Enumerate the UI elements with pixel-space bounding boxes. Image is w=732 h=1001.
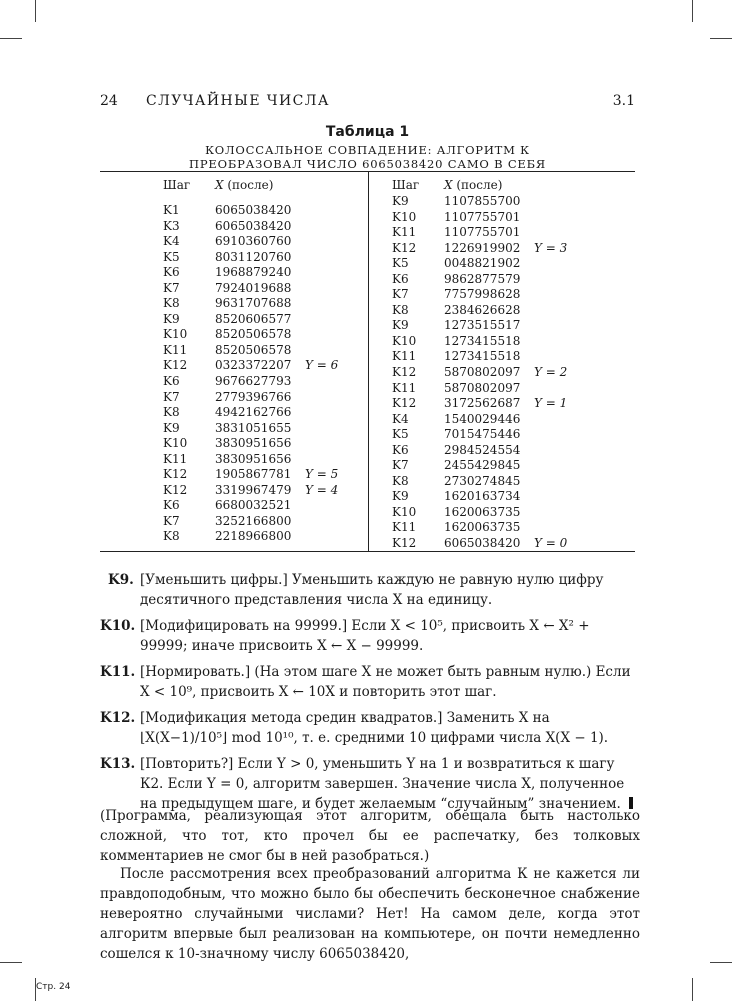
x-value-cell: 2984524554: [444, 442, 521, 457]
x-value-cell: 1968879240: [215, 265, 292, 280]
step-cell: K11: [163, 342, 188, 357]
step-text: [Уменьшить цифры.] Уменьшить каждую не равную нулю цифру десятичного представления числа X на единицу.: [140, 572, 604, 608]
x-value-cell: 2730274845: [444, 473, 521, 488]
x-value-cell: 3830951656: [215, 451, 292, 466]
step-k12: [100, 708, 640, 748]
x-value-cell: 6065038420: [444, 536, 521, 551]
x-value-cell: 1107855700: [444, 194, 521, 208]
y-value-cell: Y = 3: [534, 240, 568, 255]
step-cell: K7: [392, 458, 409, 473]
step-label: K9.: [108, 572, 134, 588]
x-value-cell: 8031120760: [215, 249, 292, 264]
x-value-cell: 8520606577: [215, 311, 292, 326]
step-text: [Модификация метода средин квадратов.] Заменить X на ⌊X(X−1)/10⁵⌋ mod 10¹⁰, т. е. средними 10 цифрами числа X(X − 1).: [140, 710, 609, 746]
step-text: [Нормировать.] (На этом шаге X не может быть равным нулю.) Если X < 10⁹, присвоить X ← 10X и повторить этот шаг.: [140, 664, 631, 700]
x-value-cell: 7015475446: [444, 427, 521, 442]
x-value-cell: 3831051655: [215, 420, 292, 435]
step-cell: K8: [163, 296, 180, 311]
y-value-cell: Y = 1: [534, 396, 568, 411]
x-value-cell: 6065038420: [215, 218, 292, 233]
step-label: K13.: [100, 756, 136, 772]
x-value-cell: 2218966800: [215, 529, 292, 544]
step-cell: K8: [163, 529, 180, 544]
step-cell: K12: [163, 482, 188, 497]
step-cell: K7: [163, 513, 180, 528]
x-value-cell: 0048821902: [444, 256, 521, 271]
step-cell: K11: [163, 451, 188, 466]
step-k10: [100, 616, 640, 656]
crop-mark: [710, 38, 732, 39]
table-caption-line-2: ПРЕОБРАЗОВАЛ ЧИСЛО 6065038420 САМО В СЕБЯ: [189, 157, 546, 171]
x-value-cell: 3172562687: [444, 396, 521, 411]
step-cell: K12: [163, 358, 188, 373]
crop-mark: [692, 0, 693, 22]
x-value-cell: 1226919902: [444, 240, 521, 255]
x-value-cell: 1620063735: [444, 504, 521, 519]
crop-mark: [0, 38, 22, 39]
x-value-cell: 9631707688: [215, 296, 292, 311]
chapter-title: СЛУЧАЙНЫЕ ЧИСЛА: [146, 93, 330, 109]
step-cell: K6: [163, 265, 180, 280]
x-value-cell: 9862877579: [444, 271, 521, 286]
x-value-cell: 5870802097: [444, 365, 521, 380]
step-column-label: Шаг: [163, 178, 191, 192]
table-title: Таблица 1: [325, 124, 410, 140]
step-cell: K3: [163, 218, 180, 233]
crop-mark: [692, 978, 693, 1001]
paragraph-1: (Программа, реализующая этот алгоритм, обещала быть настолько сложной, что тот, кто прочел бы ее распечатку, без толковых комментариев не смог бы в ней разобраться.): [100, 808, 640, 864]
step-cell: K12: [392, 240, 417, 255]
x-value-cell: 8520506578: [215, 342, 292, 357]
step-cell: K8: [163, 405, 180, 420]
step-cell: K9: [392, 318, 409, 333]
step-cell: K10: [163, 436, 188, 451]
step-cell: K7: [392, 287, 409, 302]
x-value-cell: 1620063735: [444, 520, 521, 535]
crop-mark: [35, 0, 36, 22]
x-value-cell: 1273415518: [444, 333, 521, 348]
step-cell: K4: [392, 411, 409, 426]
step-cell: K1: [163, 203, 180, 217]
x-column-label: X (после): [215, 178, 274, 192]
x-value-cell: 1107755701: [444, 209, 521, 224]
right-column-header: [392, 178, 503, 192]
y-value-cell: Y = 6: [305, 358, 339, 373]
x-value-cell: 1273515517: [444, 318, 521, 333]
x-value-cell: 7924019688: [215, 280, 292, 295]
crop-mark: [0, 962, 22, 963]
step-cell: K12: [392, 365, 417, 380]
x-value-cell: 3252166800: [215, 513, 292, 528]
y-value-cell: Y = 5: [305, 467, 339, 482]
crop-mark: [710, 962, 732, 963]
step-cell: K12: [163, 467, 188, 482]
x-value-cell: 2779396766: [215, 389, 292, 404]
step-cell: K6: [392, 271, 409, 286]
x-value-cell: 5870802097: [444, 380, 521, 395]
x-column-label: X (после): [444, 178, 503, 192]
algorithm-steps: [100, 570, 640, 820]
x-value-cell: 2384626628: [444, 302, 521, 317]
step-cell: K10: [163, 327, 188, 342]
step-cell: K11: [392, 520, 417, 535]
step-cell: K11: [392, 349, 417, 364]
step-cell: K11: [392, 225, 417, 240]
paragraph-2: После рассмотрения всех преобразований алгоритма К не кажется ли правдоподобным, что можно было бы обеспечить бесконечное снабжение невероятно случайными числами? Нет! На самом деле, когда этот алгоритм впервые был реализован на компьютере, он почти немедленно сошелся к 10-значному числу 6065038420,: [100, 866, 640, 962]
x-value-cell: 6065038420: [215, 203, 292, 217]
x-value-cell: 4942162766: [215, 405, 292, 420]
step-cell: K12: [392, 396, 417, 411]
step-cell: K10: [392, 504, 417, 519]
table-caption-line-1: КОЛОССАЛЬНОЕ СОВПАДЕНИЕ: АЛГОРИТМ К: [205, 143, 530, 157]
x-value-cell: 3830951656: [215, 436, 292, 451]
step-cell: K8: [392, 302, 409, 317]
step-cell: K5: [392, 427, 409, 442]
x-value-cell: 2455429845: [444, 458, 521, 473]
step-cell: K12: [392, 536, 417, 551]
x-value-cell: 1905867781: [215, 467, 292, 482]
step-cell: K9: [392, 194, 409, 208]
step-text: [Повторить?] Если Y > 0, уменьшить Y на 1 и возвратиться к шагу К2. Если Y = 0, алгоритм завершен. Значение числа X, полученное на предыдущем шаге, и будет желаемым “случайным” значением.: [140, 756, 625, 812]
step-cell: K9: [392, 489, 409, 504]
x-value-cell: 1620163734: [444, 489, 521, 504]
step-label: K10.: [100, 618, 136, 634]
x-value-cell: 1540029446: [444, 411, 521, 426]
step-cell: K6: [392, 442, 409, 457]
table-column-divider: [368, 171, 369, 551]
step-cell: K7: [163, 280, 180, 295]
x-value-cell: 9676627793: [215, 374, 292, 389]
running-header: [100, 93, 635, 113]
x-value-cell: 0323372207: [215, 358, 292, 373]
step-k13: [100, 754, 640, 814]
page-footer: Стр. 24: [36, 982, 71, 992]
step-cell: K10: [392, 333, 417, 348]
x-value-cell: 6680032521: [215, 498, 292, 513]
step-cell: K9: [163, 420, 180, 435]
step-cell: K8: [392, 473, 409, 488]
left-column-header: [163, 178, 274, 192]
step-cell: K9: [163, 311, 180, 326]
step-column-label: Шаг: [392, 178, 420, 192]
step-label: K12.: [100, 710, 136, 726]
step-cell: K11: [392, 380, 417, 395]
step-cell: K5: [163, 249, 180, 264]
step-cell: K7: [163, 389, 180, 404]
step-cell: K5: [392, 256, 409, 271]
y-value-cell: Y = 0: [534, 536, 568, 551]
x-value-cell: 6910360760: [215, 234, 292, 249]
x-value-cell: 1273415518: [444, 349, 521, 364]
step-label: K11.: [100, 664, 136, 680]
step-cell: K4: [163, 234, 180, 249]
x-value-cell: 3319967479: [215, 482, 292, 497]
step-text: [Модифицировать на 99999.] Если X < 10⁵, присвоить X ← X² + 99999; иначе присвоить X ← X − 99999.: [140, 618, 590, 654]
step-k11: [100, 662, 640, 702]
step-cell: K6: [163, 374, 180, 389]
x-value-cell: 1107755701: [444, 225, 521, 240]
y-value-cell: Y = 2: [534, 365, 568, 380]
page-number: 24: [100, 93, 118, 109]
x-value-cell: 8520506578: [215, 327, 292, 342]
step-k9: [100, 570, 640, 610]
step-cell: K6: [163, 498, 180, 513]
y-value-cell: Y = 4: [305, 482, 339, 497]
x-value-cell: 7757998628: [444, 287, 521, 302]
section-number: 3.1: [612, 93, 635, 109]
step-cell: K10: [392, 209, 417, 224]
